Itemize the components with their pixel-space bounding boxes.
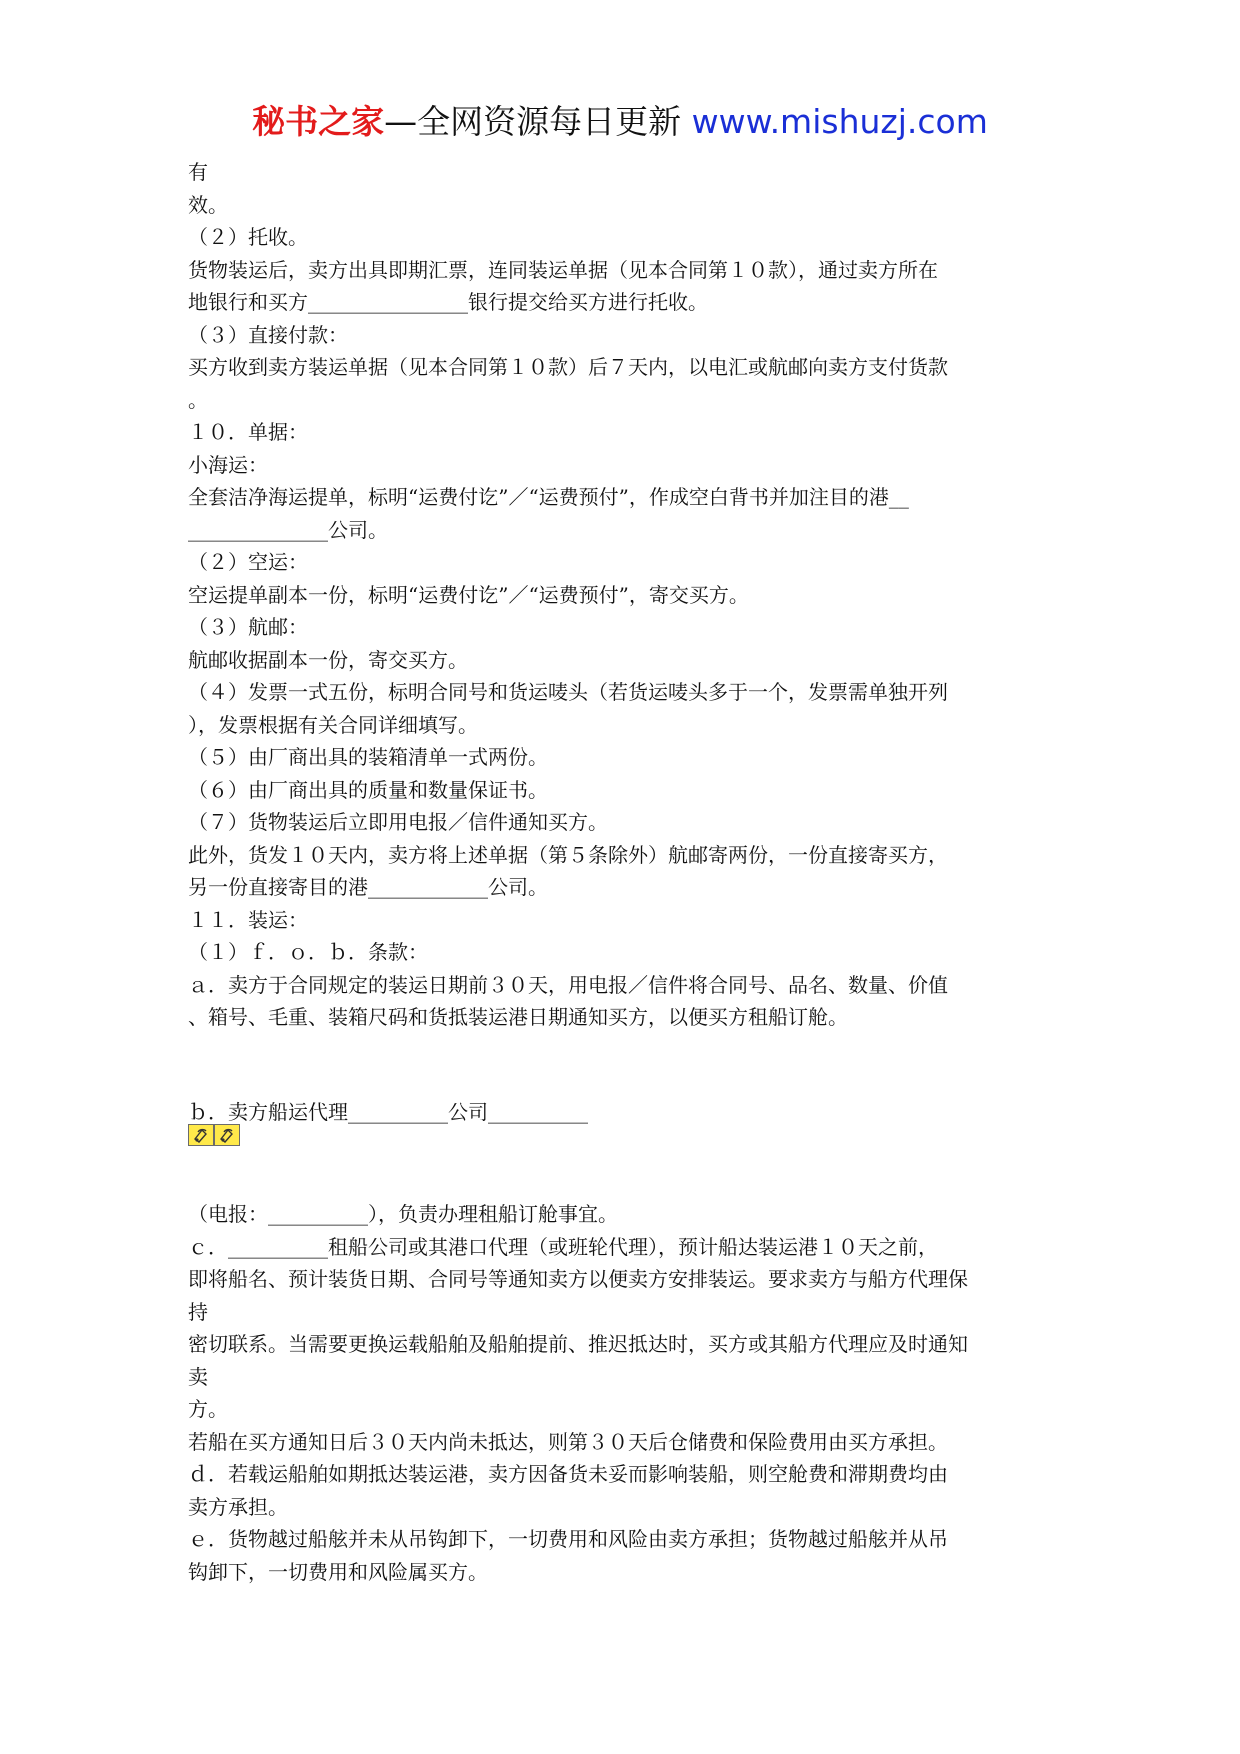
text-line: （７）货物装运后立即用电报／信件通知买方。	[188, 810, 608, 834]
text-line: ｄ．若载运船舶如期抵达装运港，卖方因备货未妥而影响装船，则空舱费和滞期费均由	[188, 1462, 948, 1486]
embedded-object-icon[interactable]	[214, 1124, 240, 1146]
document-body	[188, 156, 1068, 1588]
text-line: （３）航邮：	[188, 615, 308, 639]
text-line: 另一份直接寄目的港____________公司。	[188, 875, 548, 899]
section-heading: １０．单据：	[188, 420, 308, 444]
header-tagline: —全网资源每日更新	[384, 102, 682, 141]
text-line: （２）托收。	[188, 225, 308, 249]
text-line: 地银行和买方________________银行提交给买方进行托收。	[188, 290, 708, 314]
text-line: 航邮收据副本一份，寄交买方。	[188, 647, 468, 672]
text-line: 有	[188, 160, 208, 184]
text-line: ），发票根据有关合同详细填写。	[188, 712, 478, 737]
text-line: 货物装运后，卖方出具即期汇票，连同装运单据（见本合同第１０款），通过卖方所在	[188, 257, 938, 282]
text-line: （３）直接付款：	[188, 322, 348, 347]
text-line: 。	[188, 387, 208, 412]
spacer	[188, 1152, 1068, 1198]
text-line: （２）空运：	[188, 550, 308, 574]
text-line: 密切联系。当需要更换运载船舶及船舶提前、推迟抵达时，买方或其船方代理应及时通知	[188, 1332, 968, 1356]
embedded-object-icon[interactable]	[188, 1124, 214, 1146]
header-url[interactable]: www.mishuzj.com	[681, 102, 988, 141]
text-line: ａ．卖方于合同规定的装运日期前３０天，用电报／信件将合同号、品名、数量、价值	[188, 972, 948, 997]
text-line: 卖	[188, 1364, 208, 1389]
text-line: 钩卸下，一切费用和风险属买方。	[188, 1559, 488, 1584]
text-line: 卖方承担。	[188, 1494, 288, 1519]
text-line: 此外，货发１０天内，卖方将上述单据（第５条除外）航邮寄两份，一份直接寄买方，	[188, 842, 948, 867]
text-line: 即将船名、预计装货日期、合同号等通知卖方以便卖方安排装运。要求卖方与船方代理保	[188, 1267, 968, 1291]
header-brand: 秘书之家	[252, 102, 385, 141]
embedded-object-row	[188, 1124, 1068, 1152]
text-line: 方。	[188, 1397, 228, 1421]
text-line: 效。	[188, 192, 228, 217]
text-line: 若船在买方通知日后３０天内尚未抵达，则第３０天后仓储费和保险费用由买方承担。	[188, 1429, 948, 1454]
spacer	[188, 1034, 1068, 1096]
text-line: 买方收到卖方装运单据（见本合同第１０款）后７天内，以电汇或航邮向卖方支付货款	[188, 355, 948, 379]
text-line: （电报：__________），负责办理租船订舱事宜。	[188, 1202, 618, 1226]
text-line: 持	[188, 1299, 208, 1324]
text-line: （５）由厂商出具的装箱清单一式两份。	[188, 745, 548, 769]
text-line: ______________公司。	[188, 517, 388, 542]
text-line: ｂ．卖方船运代理__________公司__________	[188, 1099, 588, 1124]
text-line: （４）发票一式五份，标明合同号和货运唛头（若货运唛头多于一个，发票需单独开列	[188, 680, 948, 704]
text-line: 、箱号、毛重、装箱尺码和货抵装运港日期通知买方，以便买方租船订舱。	[188, 1005, 848, 1029]
text-line: 空运提单副本一份，标明“运费付讫”／“运费预付”，寄交买方。	[188, 582, 749, 607]
text-line: 小海运：	[188, 452, 268, 477]
page-header	[0, 98, 1240, 146]
text-line: ｅ．货物越过船舷并未从吊钩卸下，一切费用和风险由卖方承担；货物越过船舷并从吊	[188, 1527, 948, 1551]
text-line: ｃ．__________租船公司或其港口代理（或班轮代理），预计船达装运港１０天之前，	[188, 1234, 938, 1259]
section-heading: １１．装运：	[188, 907, 308, 932]
text-line: （１）ｆ．ｏ．ｂ．条款：	[188, 940, 428, 964]
text-line: （６）由厂商出具的质量和数量保证书。	[188, 777, 548, 802]
text-line: 全套洁净海运提单，标明“运费付讫”／“运费预付”，作成空白背书并加注目的港__	[188, 485, 909, 509]
